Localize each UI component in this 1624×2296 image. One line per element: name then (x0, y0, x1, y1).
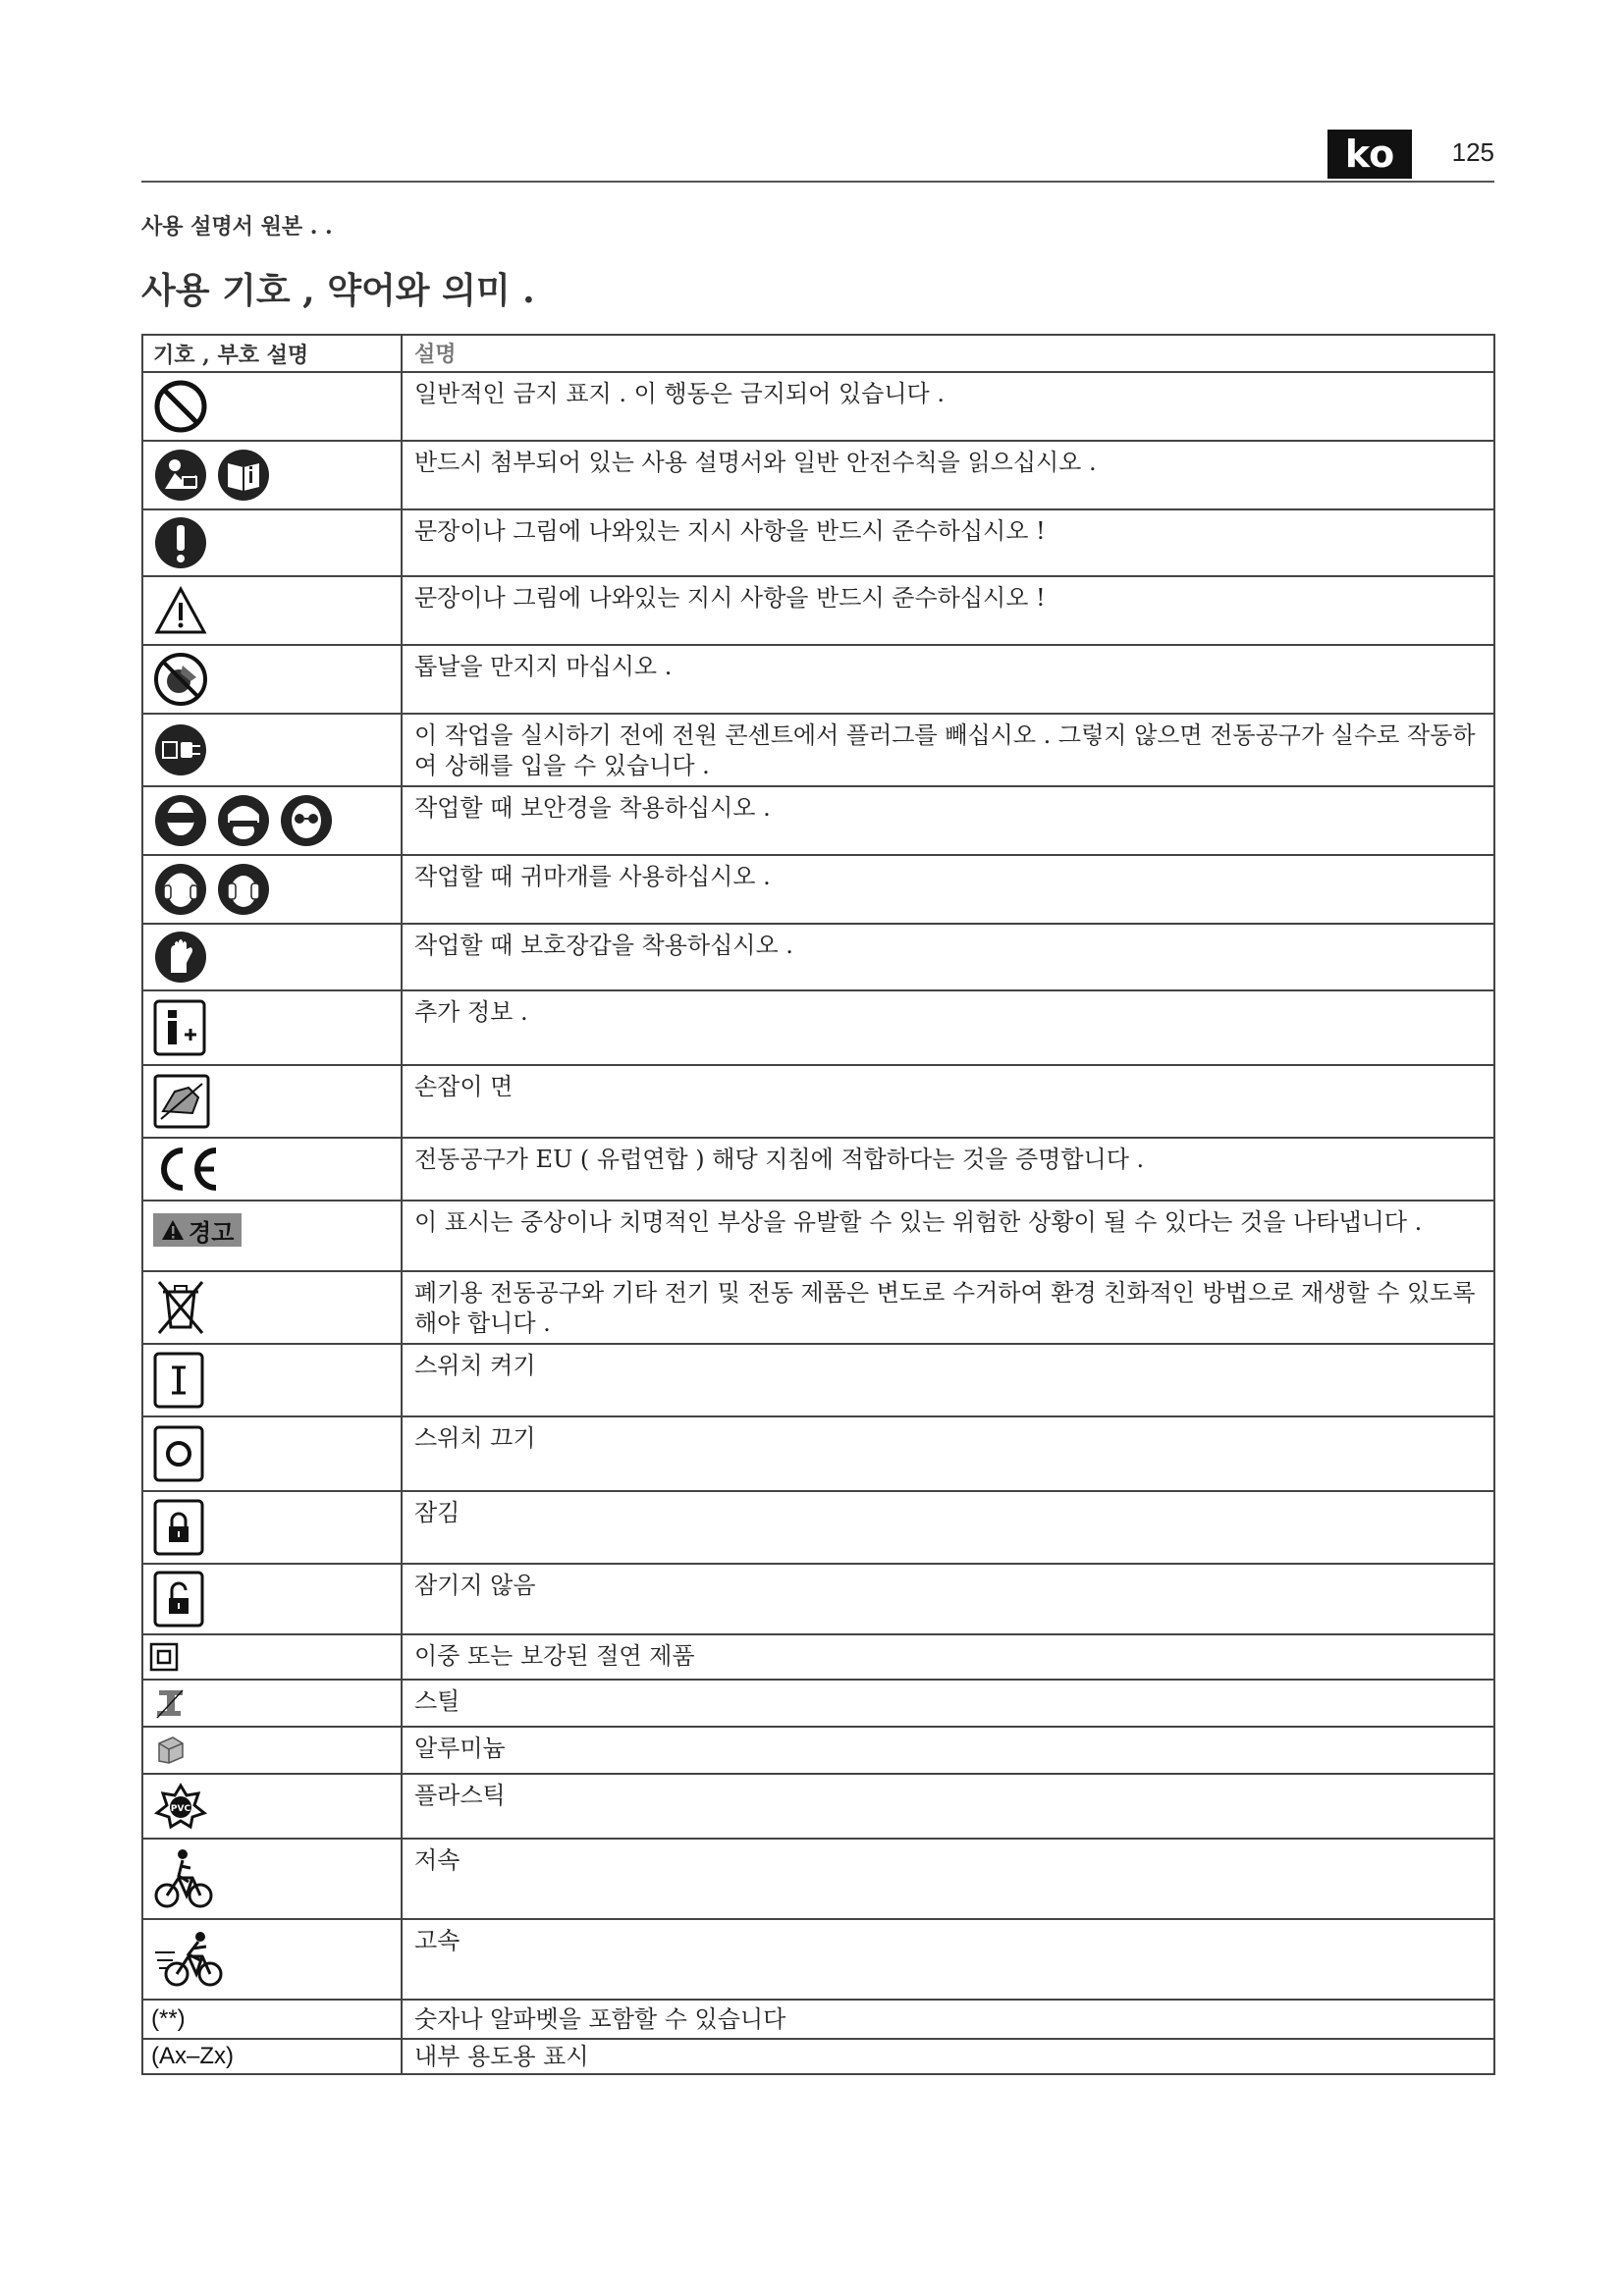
page-number: 125 (1451, 137, 1494, 167)
table-row (141, 1681, 1495, 1728)
unlocked-icon (153, 1571, 204, 1628)
safety-goggles-icon (153, 793, 208, 848)
row-description: 잠김 (414, 1499, 460, 1526)
row-description: 손잡이 면 (414, 1073, 514, 1100)
document-title: 사용 기호 , 약어와 의미 . (141, 270, 535, 311)
row-description: 일반적인 금지 표지 . 이 행동은 금지되어 있습니다 . (414, 380, 945, 407)
table-row (141, 1565, 1495, 1635)
table-row (141, 1775, 1495, 1840)
row-description: 고속 (414, 1927, 460, 1954)
steel-icon (153, 1686, 187, 1720)
row-description: 스위치 켜기 (414, 1352, 536, 1379)
row-symbol: (**) (151, 2005, 186, 2032)
unplug-icon (153, 722, 208, 777)
language-badge: ko (1327, 130, 1412, 179)
read-manual-icon (153, 448, 208, 503)
slow-speed-bike-icon (153, 1846, 218, 1911)
table-row (141, 1840, 1495, 1920)
table-row (141, 856, 1495, 925)
row-description: 작업할 때 귀마개를 사용하십시오 . (414, 863, 771, 890)
row-description: 문장이나 그림에 나와있는 지시 사항을 반드시 준수하십시오 ! (414, 584, 1046, 612)
table-row (141, 373, 1495, 442)
ear-protection-icon (216, 862, 271, 917)
double-insulation-icon (149, 1642, 179, 1672)
safety-glasses-icon (279, 793, 334, 848)
warning-label-text: 경고 (189, 1218, 235, 1247)
column-header-description: 설명 (414, 342, 457, 367)
row-description: 잠기지 않음 (414, 1572, 536, 1599)
table-row (141, 1635, 1495, 1681)
info-plus-icon (153, 999, 206, 1056)
table-row (141, 577, 1495, 646)
table-row (141, 991, 1495, 1066)
table-row (141, 442, 1495, 510)
face-shield-icon (216, 793, 271, 848)
row-description: 전동공구가 EU ( 유럽연합 ) 해당 지침에 적합하다는 것을 증명합니다 . (414, 1146, 1145, 1173)
table-row (141, 1201, 1495, 1272)
table-row (141, 787, 1495, 856)
row-description: 스틸 (414, 1687, 460, 1715)
mandatory-exclamation-icon (153, 515, 208, 570)
row-description: 이중 또는 보강된 절연 제품 (414, 1642, 695, 1670)
protective-gloves-icon (153, 930, 208, 985)
row-description: 작업할 때 보호장갑을 착용하십시오 . (414, 932, 793, 959)
table-row (141, 925, 1495, 991)
plastic-pvc-icon (153, 1782, 208, 1831)
row-description: 알루미늄 (414, 1735, 506, 1762)
locked-icon (153, 1499, 204, 1556)
row-description: 톱날을 만지지 마십시오 . (414, 653, 673, 680)
document-subtitle: 사용 설명서 원본 . . (141, 214, 333, 240)
manual-book-icon (216, 448, 271, 503)
table-row (141, 2040, 1495, 2075)
do-not-touch-blade-icon (153, 652, 208, 707)
table-row (141, 1417, 1495, 1492)
prohibition-icon (153, 379, 208, 434)
row-description: 저속 (414, 1846, 460, 1874)
row-description: 스위치 끄기 (414, 1424, 536, 1452)
svg-text:PVC: PVC (170, 1804, 191, 1814)
ce-mark-icon (153, 1145, 222, 1194)
page-header (141, 128, 1494, 183)
warning-label-icon (153, 1213, 242, 1247)
table-row (141, 1139, 1495, 1201)
table-row (141, 1492, 1495, 1565)
switch-off-icon (153, 1425, 204, 1482)
symbols-table (141, 334, 1495, 2075)
table-row (141, 1920, 1495, 2001)
table-header-row (141, 336, 1495, 373)
row-description: 반드시 첨부되어 있는 사용 설명서와 일반 안전수칙을 읽으십시오 . (414, 449, 1097, 476)
table-row (141, 646, 1495, 715)
column-header-symbol: 기호 , 부호 설명 (143, 336, 403, 371)
weee-bin-icon (153, 1278, 208, 1337)
row-description: 폐기용 전동공구와 기타 전기 및 전동 제품은 변도로 수거하여 환경 친화적인 방법으로 재생할 수 있도록 해야 합니다 . (414, 1279, 1476, 1337)
aluminium-icon (153, 1734, 187, 1767)
row-description: 숫자나 알파벳을 포함할 수 있습니다 (414, 2005, 786, 2033)
row-symbol: (Ax–Zx) (151, 2043, 234, 2069)
table-row (141, 510, 1495, 577)
row-description: 이 표시는 중상이나 치명적인 부상을 유발할 수 있는 위험한 상황이 될 수 있다는 것을 나타냅니다 . (414, 1208, 1423, 1236)
high-speed-bike-icon (153, 1927, 226, 1992)
table-row (141, 2001, 1495, 2040)
switch-on-icon (153, 1352, 204, 1409)
table-row (141, 715, 1495, 787)
warning-triangle-icon (153, 583, 208, 638)
row-description: 문장이나 그림에 나와있는 지시 사항을 반드시 준수하십시오 ! (414, 517, 1046, 545)
row-description: 이 작업을 실시하기 전에 전원 콘센트에서 플러그를 빼십시오 . 그렇지 않으면 전동공구가 실수로 작동하여 상해를 입을 수 있습니다 . (414, 721, 1476, 779)
table-row (141, 1345, 1495, 1417)
row-description: 내부 용도용 표시 (414, 2043, 589, 2070)
row-description: 작업할 때 보안경을 착용하십시오 . (414, 794, 771, 822)
table-row (141, 1728, 1495, 1775)
gripping-surface-icon (153, 1074, 210, 1129)
row-description: 추가 정보 . (414, 998, 528, 1026)
ear-protection-icon (153, 862, 208, 917)
row-description: 플라스틱 (414, 1782, 506, 1809)
table-row (141, 1066, 1495, 1139)
table-row (141, 1272, 1495, 1345)
